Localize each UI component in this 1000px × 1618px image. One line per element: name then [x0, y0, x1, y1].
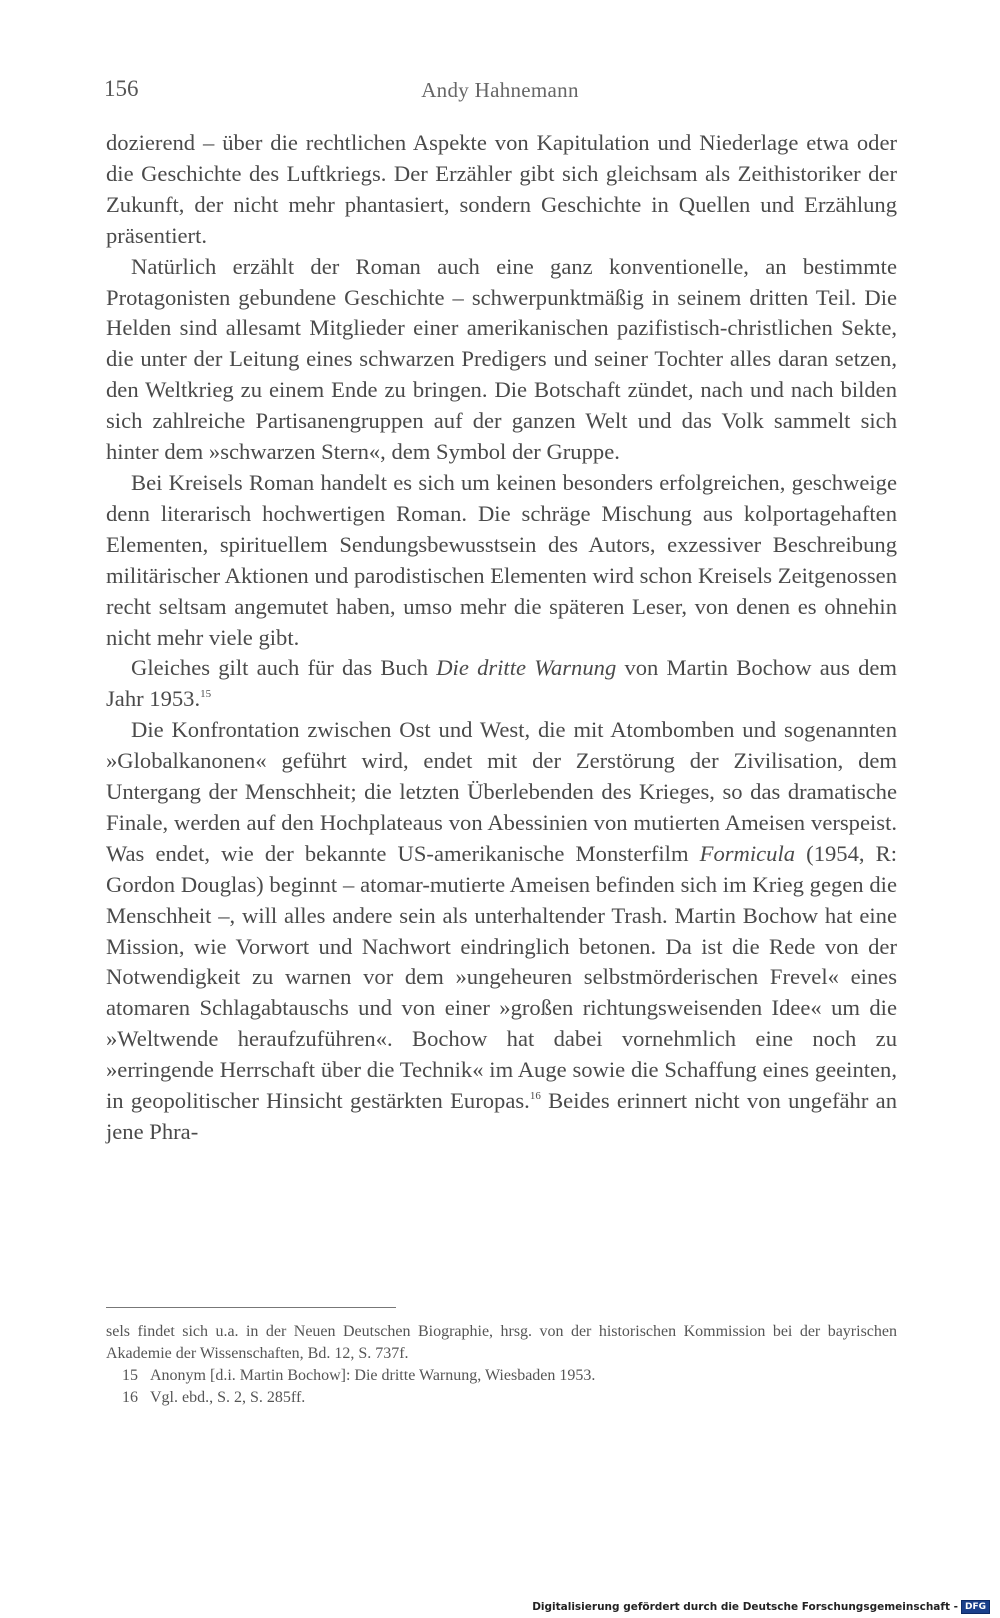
body-text — [106, 128, 897, 1148]
paragraph-1: dozierend – über die rechtlichen Aspekte von Kapitulation und Niederlage etwa oder die Geschichte des Luftkriegs. Der Erzähler gibt sich gleichsam als Zeithistoriker der Zukunft, der nicht mehr phantasiert, sondern Geschichte in Quellen und Erzählung präsentiert. — [106, 130, 897, 248]
paragraph-5-text-a: Die Konfrontation zwischen Ost und West, die mit Atombomben und sogenannten »Globalkanonen« geführt wird, endet mit der Zerstörung der Zivilisation, dem Untergang der Menschheit; die letzten Überlebenden des Krieges, so das dramatische Finale, werden auf den Hochplateaus von Abessinien von mutierten Ameisen verspeist. Was endet, wie der bekannte US-amerikanische Monsterfilm — [106, 717, 897, 866]
book-title-italic: Die dritte Warnung — [436, 655, 617, 681]
footnote-15-text: Anonym [d.i. Martin Bochow]: Die dritte Warnung, Wiesbaden 1953. — [150, 1367, 596, 1384]
page-number: 156 — [104, 76, 139, 101]
paragraph-4-text-b: von Martin Bochow aus dem Jahr 1953. — [106, 655, 897, 712]
footnotes — [106, 1321, 897, 1409]
footnote-continued: sels findet sich u.a. in der Neuen Deutschen Biographie, hrsg. von der historischen Kommission bei der bayrischen Akademie der Wissenschaften, Bd. 12, S. 737f. — [106, 1323, 897, 1362]
footnote-15-number: 15 — [122, 1367, 138, 1384]
footnote-15 — [106, 1365, 897, 1387]
paragraph-4-text-a: Gleiches gilt auch für das Buch — [131, 655, 437, 681]
running-head-author: Andy Hahnemann — [421, 78, 579, 102]
paragraph-4 — [106, 653, 897, 715]
dfg-logo-icon: DFG — [961, 1600, 990, 1614]
film-title-italic: Formicula — [699, 840, 796, 866]
paragraph-5-text-c: Beides erinnert nicht von ungefähr an jene Phra- — [106, 1088, 897, 1144]
paragraph-2: Natürlich erzählt der Roman auch eine ganz konventionelle, an bestimmte Protagonisten gebundene Geschichte – schwerpunktmäßig in seinem dritten Teil. Die Helden sind allesamt Mitglieder einer amerikanischen pazifistisch-christlichen Sekte, die unter der Leitung eines schwarzen Predigers und seiner Tochter alles daran setzen, den Weltkrieg zu einem Ende zu bringen. Die Botschaft zündet, nach und nach bilden sich zahlreiche Partisanengruppen auf der ganzen Welt und das Volk sammelt sich hinter dem »schwarzen Stern«, dem Symbol der Gruppe. — [106, 253, 897, 465]
paragraph-5 — [106, 715, 897, 1148]
footnote-16-number: 16 — [122, 1389, 138, 1406]
footnote-ref-15: 15 — [200, 688, 212, 701]
digitization-credit: Digitalisierung gefördert durch die Deutsche Forschungsgemeinschaft - — [532, 1601, 958, 1613]
digitization-banner — [532, 1600, 990, 1614]
footnote-divider — [106, 1307, 396, 1308]
footnote-16-text: Vgl. ebd., S. 2, S. 285ff. — [150, 1389, 306, 1406]
paragraph-3: Bei Kreisels Roman handelt es sich um keinen besonders erfolgreichen, geschweige denn literarisch hochwertigen Roman. Die schräge Mischung aus kolportagehaften Elementen, spirituellem Sendungsbewusstsein des Autors, exzessiver Beschreibung militärischer Aktionen und parodistischen Elementen wird schon Kreisels Zeitgenossen recht seltsam angemutet haben, umso mehr die späteren Leser, von denen es ohnehin nicht mehr viele gibt. — [106, 469, 897, 650]
footnote-ref-16: 16 — [529, 1090, 541, 1103]
footnote-16 — [106, 1387, 897, 1409]
paragraph-5-text-b: (1954, R: Gordon Douglas) beginnt – atomar-mutierte Ameisen befinden sich im Krieg gegen die Menschheit –, will alles andere sein als unterhaltender Trash. Martin Bochow hat eine Mission, wie Vorwort und Nachwort eindringlich betonen. Da ist die Rede von der Notwendigkeit zu warnen vor dem »ungeheuren selbstmörderischen Frevel« eines atomaren Schlagabtauschs und von einer »großen richtungsweisenden Idee« um die »Weltwende heraufzuführen«. Bochow hat dabei vornehmlich eine noch zu »erringende Herrschaft über die Technik« im Auge sowie die Schaffung eines geeinten, in geopolitischer Hinsicht gestärkten Europas. — [106, 840, 898, 1114]
